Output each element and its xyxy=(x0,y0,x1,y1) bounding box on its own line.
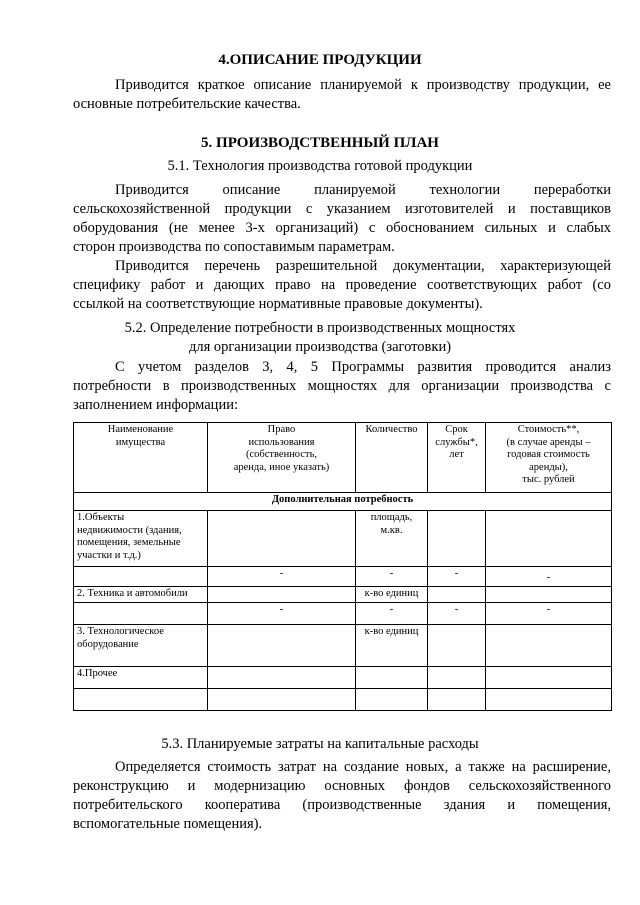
subsection-5-2-body xyxy=(73,358,611,415)
table-cell xyxy=(486,511,612,567)
table-cell xyxy=(356,667,428,689)
dash-cell: - xyxy=(486,603,612,625)
row-qty-cell: к-во единиц xyxy=(356,587,428,603)
table-cell xyxy=(486,625,612,667)
table-cell xyxy=(486,689,612,711)
text-line: вспомогательные помещения). xyxy=(73,816,263,832)
dash-cell: - xyxy=(356,567,428,587)
row-name-cell: 1.Объекты недвижимости (здания, помещения, земельные участки и т.д.) xyxy=(74,511,208,567)
table-cell xyxy=(74,603,208,625)
text-line: оборудования (не менее 3-х организаций) с обоснованием сильных и слабых xyxy=(73,220,611,236)
subsection-5-3-title: 5.3. Планируемые затраты на капитальные расходы xyxy=(161,736,479,752)
table-row xyxy=(74,625,612,667)
subsection-5-1-body xyxy=(73,181,611,314)
table-cell xyxy=(428,511,486,567)
subsection-5-2-title-line2: для организации производства (заготовки) xyxy=(188,339,452,355)
header-cell-name: Наименование имущества xyxy=(74,423,208,493)
table-cell xyxy=(208,667,356,689)
text-line: потребительского кооператива (производственные здания и помещения, xyxy=(73,797,611,813)
text-line: С учетом разделов 3, 4, 5 Программы развития проводится анализ xyxy=(115,359,611,375)
table-cell xyxy=(428,689,486,711)
text-line: заполнением информации: xyxy=(73,397,238,413)
text-line: реконструкцию и модернизацию основных фондов сельскохозяйственного xyxy=(73,778,611,794)
subsection-5-3-body xyxy=(73,758,611,834)
subsection-5-2-title-line1: 5.2. Определение потребности в производственных мощностях xyxy=(124,320,516,336)
text-line: сторон производства по сопоставимым параметрам. xyxy=(73,239,395,255)
dash-cell: - xyxy=(428,567,486,587)
table-cell xyxy=(486,587,612,603)
text-line: ссылкой на соответствующие нормативные правовые документы). xyxy=(73,296,483,312)
dash-cell: - xyxy=(208,603,356,625)
table-section-row xyxy=(74,493,612,511)
dash-cell: - xyxy=(486,567,612,587)
table-header-row xyxy=(74,423,612,493)
text-line: основные потребительские качества. xyxy=(73,96,301,112)
header-cell-term: Срок службы*, лет xyxy=(428,423,486,493)
section-4-body xyxy=(73,76,611,114)
table-cell xyxy=(428,625,486,667)
table-row xyxy=(74,689,612,711)
text-line: потребности в производственных мощностях для организации производства с xyxy=(73,378,611,394)
table-row xyxy=(74,587,612,603)
subsection-5-1-title: 5.1. Технология производства готовой продукции xyxy=(167,158,473,174)
table-cell xyxy=(74,567,208,587)
table-cell xyxy=(208,689,356,711)
table-cell xyxy=(208,625,356,667)
table-cell xyxy=(428,667,486,689)
row-name-cell: 2. Техника и автомобили xyxy=(74,587,208,603)
table-row xyxy=(74,603,612,625)
section-5-title: 5. ПРОИЗВОДСТВЕННЫЙ ПЛАН xyxy=(201,135,439,151)
table-cell xyxy=(208,587,356,603)
table-cell xyxy=(428,587,486,603)
section-label: Дополнительная потребность xyxy=(74,493,612,511)
header-cell-cost: Стоимость**, (в случае аренды – годовая стоимость аренды), тыс. рублей xyxy=(486,423,612,493)
table-row xyxy=(74,567,612,587)
text-line: Приводится краткое описание планируемой к производству продукции, ее xyxy=(115,77,611,93)
table-row xyxy=(74,511,612,567)
text-line: сельскохозяйственной продукции с указанием изготовителей и поставщиков xyxy=(73,201,611,217)
row-qty-cell: к-во единиц xyxy=(356,625,428,667)
row-name-cell: 4.Прочее xyxy=(74,667,208,689)
table-cell xyxy=(74,689,208,711)
table-cell xyxy=(486,667,612,689)
dash-cell: - xyxy=(356,603,428,625)
header-cell-quantity: Количество xyxy=(356,423,428,493)
table-row xyxy=(74,667,612,689)
capacity-needs-table xyxy=(73,422,612,711)
text-line: специфику работ и дающих право на проведение соответствующих работ (со xyxy=(73,277,611,293)
row-qty-cell: площадь, м.кв. xyxy=(356,511,428,567)
text-line: Приводится перечень разрешительной документации, характеризующей xyxy=(115,258,611,274)
table-cell xyxy=(208,511,356,567)
header-cell-right: Право использования (собственность, аренда, иное указать) xyxy=(208,423,356,493)
row-name-cell: 3. Технологическое оборудование xyxy=(74,625,208,667)
section-4-title: 4.ОПИСАНИЕ ПРОДУКЦИИ xyxy=(218,52,422,68)
dash-cell: - xyxy=(208,567,356,587)
dash-cell: - xyxy=(428,603,486,625)
text-line: Определяется стоимость затрат на создание новых, а также на расширение, xyxy=(115,759,611,775)
table-cell xyxy=(356,689,428,711)
text-line: Приводится описание планируемой технологии переработки xyxy=(115,182,611,198)
